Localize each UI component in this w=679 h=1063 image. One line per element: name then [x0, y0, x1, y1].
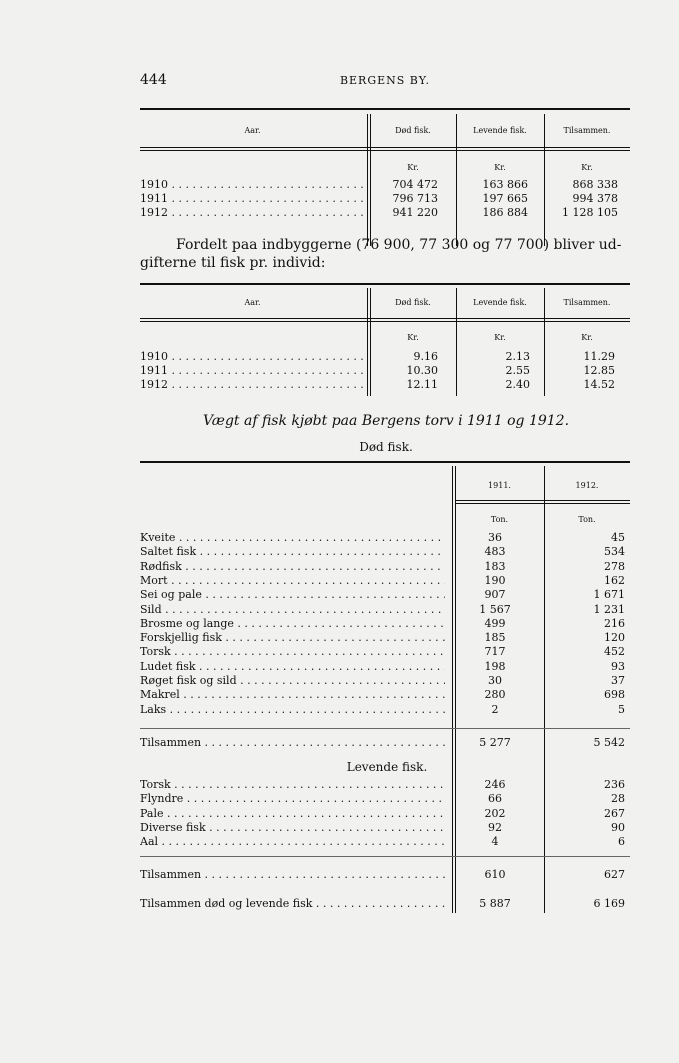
row-label: Forskjellig fisk . . . — [140, 631, 445, 645]
cell-1912: 28 — [611, 792, 625, 806]
cell-1911: 185 — [484, 631, 506, 645]
table-row — [140, 574, 632, 588]
table-row-grand-total — [140, 897, 632, 911]
section-subtitle-dead: Død fisk. — [359, 440, 413, 454]
page-number: 444 — [140, 72, 167, 88]
cell-1912: 1 231 — [593, 602, 625, 616]
cell-total: 994 378 — [572, 192, 618, 205]
unit-label: Kr. — [494, 163, 506, 172]
row-year: 1911 . . . — [140, 192, 365, 206]
cell-1911: 5 277 — [479, 736, 511, 749]
cell-1911: 92 — [488, 820, 502, 834]
table-row — [140, 531, 632, 545]
paragraph-line: gifterne til fisk pr. individ: — [140, 255, 326, 271]
row-label: Pale . . . — [140, 807, 445, 821]
table-row — [140, 688, 632, 702]
unit-label: Kr. — [581, 163, 593, 172]
header-rule — [140, 147, 630, 148]
row-label: Røget fisk og sild . . . — [140, 674, 445, 688]
column-header-1912: 1912. — [575, 481, 599, 490]
cell-1912: 93 — [611, 659, 625, 673]
column-header-dead: Død fisk. — [395, 298, 431, 307]
unit-label: Kr. — [494, 333, 506, 342]
cell-1911: 202 — [484, 806, 506, 820]
cell-1911: 190 — [484, 573, 506, 587]
cell-live: 2.13 — [505, 350, 530, 363]
cell-1912: 90 — [611, 820, 625, 834]
cell-dead: 941 220 — [392, 206, 438, 219]
cell-1911: 610 — [484, 868, 506, 881]
cell-1912: 37 — [611, 674, 625, 687]
row-year: 1910 . . . — [140, 350, 365, 364]
table-row — [140, 364, 630, 378]
table-row — [140, 378, 630, 392]
row-label: Makrel . . . — [140, 688, 445, 702]
row-label: Rødfisk . . . — [140, 560, 445, 574]
table-row — [140, 631, 632, 645]
cell-total: 1 128 105 — [562, 206, 618, 219]
row-label: Kveite . . . — [140, 531, 445, 545]
row-label: Sild . . . — [140, 603, 445, 617]
table-row — [140, 835, 632, 849]
unit-label: Ton. — [490, 515, 509, 524]
row-label: Tilsammen . . . — [140, 868, 445, 882]
cell-1912: 627 — [604, 868, 625, 881]
row-year: 1911 . . . — [140, 364, 365, 378]
row-label: Torsk . . . — [140, 778, 445, 792]
table-row — [140, 588, 632, 602]
cell-1912: 5 542 — [593, 736, 625, 749]
cell-1912: 45 — [611, 531, 625, 544]
column-header-year: Aar. — [244, 298, 261, 307]
row-label: Brosme og lange . . . — [140, 617, 445, 631]
table-row — [140, 560, 632, 574]
row-year: 1912 . . . — [140, 378, 365, 392]
cell-1912: 278 — [604, 559, 625, 573]
cell-1911: 183 — [484, 559, 506, 573]
column-header-total: Tilsammen. — [563, 126, 611, 135]
table-row — [140, 545, 632, 559]
header-rule — [455, 500, 630, 501]
table-row — [140, 603, 632, 617]
cell-1911: 717 — [484, 645, 506, 659]
cell-1912: 236 — [604, 778, 625, 791]
cell-1912: 162 — [604, 573, 625, 587]
running-title: BERGENS BY. — [339, 74, 431, 87]
cell-1912: 6 — [618, 835, 625, 849]
cell-dead: 796 713 — [392, 192, 438, 205]
table-row-total — [140, 736, 632, 750]
cell-1911: 499 — [484, 616, 506, 630]
cell-live: 163 866 — [482, 178, 528, 191]
row-label: Ludet fisk . . . — [140, 660, 445, 674]
cell-live: 2.40 — [505, 378, 530, 391]
cell-1911: 246 — [484, 778, 506, 791]
cell-1911: 1 567 — [479, 602, 511, 616]
cell-live: 197 665 — [482, 192, 528, 205]
paragraph — [140, 236, 632, 272]
column-header-year: Aar. — [244, 126, 261, 135]
cell-dead: 12.11 — [406, 378, 438, 391]
header-rule — [140, 321, 630, 322]
row-label: Tilsammen . . . — [140, 736, 445, 750]
cell-total: 12.85 — [583, 364, 615, 377]
table-row — [140, 206, 630, 220]
total-rule — [140, 728, 630, 729]
table-row — [140, 350, 630, 364]
row-label: Laks . . . — [140, 703, 445, 717]
cell-1912: 534 — [604, 545, 625, 559]
cell-1911: 36 — [488, 531, 502, 544]
table-row — [140, 703, 632, 717]
table-top-rule — [140, 108, 630, 110]
cell-dead: 10.30 — [406, 364, 438, 377]
cell-1912: 120 — [604, 631, 625, 645]
cell-total: 11.29 — [583, 350, 615, 363]
table-row — [140, 778, 632, 792]
header-rule — [455, 503, 630, 504]
section-subtitle-live: Levende fisk. — [346, 760, 428, 774]
column-header-1911: 1911. — [488, 481, 511, 490]
table-row — [140, 192, 630, 206]
cell-1911: 483 — [484, 545, 506, 559]
cell-1912: 216 — [604, 616, 625, 630]
row-label: Diverse fisk . . . — [140, 821, 445, 835]
row-label: Sei og pale . . . — [140, 588, 445, 602]
header-rule — [140, 318, 630, 319]
cell-1911: 280 — [484, 688, 506, 702]
row-label: Flyndre . . . — [140, 792, 445, 806]
cell-live: 2.55 — [505, 364, 530, 377]
cell-1911: 5 887 — [479, 897, 511, 910]
total-rule — [140, 856, 630, 857]
cell-1911: 30 — [488, 674, 502, 687]
column-header-dead: Død fisk. — [395, 126, 431, 135]
table-row — [140, 178, 630, 192]
table-top-rule — [140, 461, 630, 463]
page-header — [140, 72, 630, 92]
cell-1912: 267 — [604, 806, 625, 820]
row-label: Tilsammen død og levende fisk . . . — [140, 897, 445, 911]
cell-live: 186 884 — [482, 206, 528, 219]
cell-dead: 704 472 — [392, 178, 438, 191]
cell-1912: 1 671 — [593, 588, 625, 602]
cell-1911: 66 — [488, 792, 502, 806]
cell-total: 868 338 — [572, 178, 618, 191]
cell-dead: 9.16 — [413, 350, 438, 363]
row-label: Saltet fisk . . . — [140, 545, 445, 559]
paragraph-line: Fordelt paa indbyggerne (76 900, 77 300 og 77 700) bliver ud- — [176, 237, 622, 253]
section-title: Vægt af fisk kjøbt paa Bergens torv i 1911 og 1912. — [202, 413, 570, 429]
table-row — [140, 645, 632, 659]
unit-label: Kr. — [407, 333, 419, 342]
table-row — [140, 617, 632, 631]
table-row — [140, 792, 632, 806]
cell-1912: 452 — [604, 645, 625, 659]
cell-1912: 698 — [604, 688, 625, 702]
cell-1912: 5 — [618, 702, 625, 716]
table-row — [140, 674, 632, 688]
row-year: 1912 . . . — [140, 206, 365, 220]
cell-1911: 198 — [484, 659, 506, 673]
cell-1912: 6 169 — [593, 897, 625, 910]
table-row — [140, 660, 632, 674]
row-year: 1910 . . . — [140, 178, 365, 192]
header-rule — [140, 150, 630, 151]
unit-label: Ton. — [578, 515, 596, 524]
cell-total: 14.52 — [583, 378, 615, 391]
table-row — [140, 821, 632, 835]
column-header-total: Tilsammen. — [563, 298, 611, 307]
row-label: Mort . . . — [140, 574, 445, 588]
cell-1911: 2 — [491, 702, 499, 716]
row-label: Torsk . . . — [140, 645, 445, 659]
cell-1911: 4 — [491, 835, 499, 849]
table-row-total — [140, 868, 632, 882]
unit-label: Kr. — [407, 163, 419, 172]
unit-label: Kr. — [581, 333, 593, 342]
column-header-live: Levende fisk. — [473, 298, 527, 307]
table-top-rule — [140, 283, 630, 285]
column-header-live: Levende fisk. — [473, 126, 527, 135]
table-row — [140, 807, 632, 821]
row-label: Aal . . . — [140, 835, 445, 849]
cell-1911: 907 — [484, 588, 506, 602]
